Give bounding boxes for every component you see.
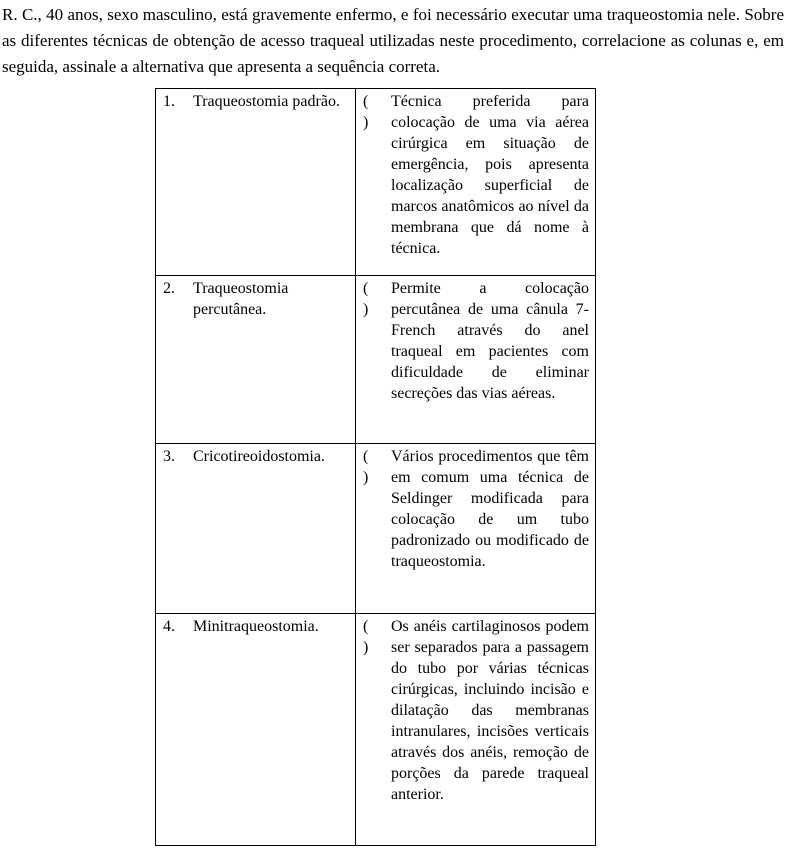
- term-text: Cricotireoidostomia.: [193, 448, 325, 465]
- match-columns-table: [155, 88, 596, 846]
- table-row: [156, 614, 596, 846]
- description-text: Permite a colocação percutânea de uma cânula 7-French através do anel traqueal em pacientes com dificuldade de eliminar secreções das vias aéreas.: [391, 280, 589, 402]
- answer-parens: [363, 278, 391, 320]
- term-number: 3.: [163, 448, 175, 465]
- paren-close: ): [363, 469, 369, 486]
- description-text: Técnica preferida para colocação de uma via aérea cirúrgica em situação de emergência, pois apresenta localização superficial de marcos anatômicos ao nível da membrana que dá nome à técnica.: [391, 93, 589, 257]
- term-number: 1.: [163, 93, 175, 110]
- description-cell: [356, 89, 596, 276]
- paren-open: (: [363, 280, 369, 297]
- term-number: 2.: [163, 280, 175, 297]
- description-cell: [356, 444, 596, 614]
- paren-open: (: [363, 93, 369, 110]
- term-text: Minitraqueostomia.: [193, 618, 319, 635]
- answer-parens: [363, 91, 391, 133]
- description-cell: [356, 276, 596, 444]
- question-intro: R. C., 40 anos, sexo masculino, está gravemente enfermo, e foi necessário executar uma traqueostomia nele. Sobre as diferentes técnicas de obtenção de acesso traqueal utilizadas neste procedimento, correlacione as colunas e, em seguida, assinale a alternativa que apresenta a sequência correta.: [2, 5, 784, 76]
- paren-open: (: [363, 448, 369, 465]
- table-row: [156, 444, 596, 614]
- term-text: Traqueostomia padrão.: [193, 93, 340, 110]
- term-number: 4.: [163, 618, 175, 635]
- term-cell: [156, 89, 356, 276]
- paren-open: (: [363, 618, 369, 635]
- table-row: [156, 276, 596, 444]
- term-text: Traqueostomia percutânea.: [193, 280, 289, 318]
- term-cell: [156, 276, 356, 444]
- description-text: Vários procedimentos que têm em comum uma técnica de Seldinger modificada para colocação de um tubo padronizado ou modificado de traqueostomia.: [391, 448, 589, 570]
- answer-parens: [363, 446, 391, 488]
- description-cell: [356, 614, 596, 846]
- term-cell: [156, 614, 356, 846]
- answer-parens: [363, 616, 391, 658]
- description-text: Os anéis cartilaginosos podem ser separados para a passagem do tubo por várias técnicas cirúrgicas, incluindo incisão e dilatação das membranas intranulares, incisões verticais através dos anéis, remoção de porções da parede traqueal anterior.: [391, 618, 589, 803]
- table-row: [156, 89, 596, 276]
- term-cell: [156, 444, 356, 614]
- paren-close: ): [363, 114, 369, 131]
- paren-close: ): [363, 639, 369, 656]
- paren-close: ): [363, 301, 369, 318]
